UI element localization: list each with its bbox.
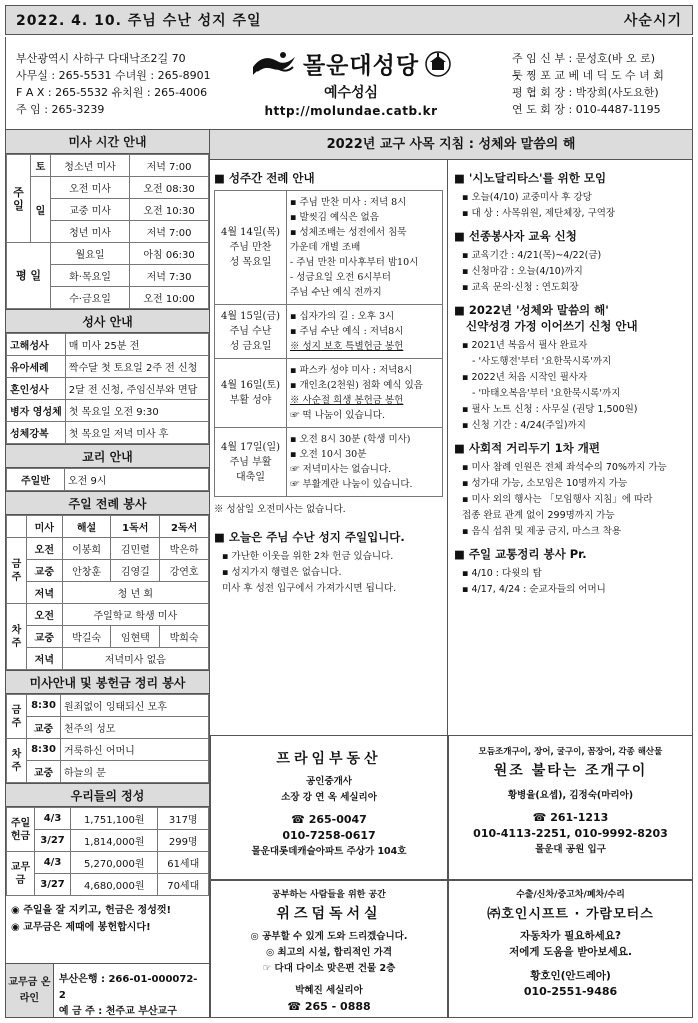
ad-hoin-motors: 수출/신차/중고차/폐차/수리 ㈜호인시프트 · 가람모터스 자동차가 필요하세요? 저에게 도움을 받아보세요. 황호인(안드레아) 010-2551-9486 — [448, 880, 693, 1018]
holy-week-details: ▪ 파스카 성야 미사 : 저녁8시 ▪ 개인초(2천원) 점화 예식 있음 ※ 사순절 희생 봉헌금 봉헌 ☞ 떡 나눔이 있습니다. — [290, 365, 423, 421]
announcement-item: ▪ 미사 참례 인원은 전체 좌석수의 70%까지 가능 — [462, 462, 667, 473]
offering-service-heading: 미사안내 및 봉헌금 정리 봉사 — [6, 670, 209, 694]
holy-week-details: ▪ 오전 8시 30분 (학생 미사) ▪ 오전 10시 30분 ☞ 저녁미사는 없습니다. ☞ 부활계란 나눔이 있습니다. — [290, 434, 413, 490]
announcement-item: ▪ 성가대 가능, 소모임은 10명까지 가능 — [462, 478, 628, 489]
announcement-item: ▪ 신청마감 : 오늘(4/10)까지 — [462, 266, 583, 277]
holy-week-day: 4월 14일(목) 주님 만찬 성 목요일 — [215, 191, 287, 304]
liturgy-service-table: 미사 해설 1독서 2독서 금주 오전 이봉희 김민렬 박은하 교중 안창훈 김영길 강연호 저녁 청 년 회 차주 오전 주일학교 학생 미사 교중 박길숙 임현택 박희숙 저녁 저녁미사 없음 — [6, 515, 209, 670]
ad-clam-grill: 모듬조개구이, 장어, 굴구이, 꼼장어, 각종 해산물 원조 불타는 조개구이 황병율(요셉), 김정숙(마리아) ☎ 261-1213 010-4113-2251, 010-9992-8203 몰운대 공원 입구 — [448, 735, 693, 880]
holy-week-column: ■ 성주간 전례 안내 4월 14일(목) 주님 만찬 성 목요일 ▪ 주님 만찬 미사 : 저녁 8시 ▪ 발씻김 예식은 없음 ▪ 성체조배는 성전에서 침묵 가운데 개별 조배 - 주님 만찬 미사후부터 밤10시 - 성금요일 오전 6시부터 주님 수난 예식 전까지 4월 15일(금) 주님 수난 성 금요일 ▪ 십자가의 길 : 오후 3시 ▪ 주님 수난 예식 : 저녁8시 ※ 성지 보호 특별헌금 봉헌 4월 16일(토) 부활 성야 ▪ 파스카 성야 미사 : 저녁8시 ▪ 개인초(2천원) 점화 예식 있음 ※ 사순절 희생 봉헌금 봉헌 ☞ 떡 나눔이 있습니다. 4월 17일(일) 주님 부활 대축일 ▪ 오전 8시 30분 (학생 미사) ▪ 오전 10시 30분 ☞ 저녁미사는 없습니다. ☞ 부활계란 나눔이 있습니다. ※ 성삼일 오전미사는 없습니다. ■ 오늘은 주님 수난 성지 주일입니다. ▪ 가난한 이웃을 위한 2차 헌금 있습니다. ▪ 성지가지 행렬은 없습니다. 미사 후 성전 입구에서 가져가시면 됩니다. — [210, 160, 448, 735]
address-block: 부산광역시 사하구 다대낙조2길 70 사무실 : 265-5531 수녀원 : 265-8901 F A X : 265-5532 유치원 : 265-4006 주 임 : 265-3239 — [16, 52, 211, 116]
parish-logo-icon — [251, 49, 297, 79]
holy-week-note: ※ 성삼일 오전미사는 없습니다. — [214, 504, 346, 515]
announcement-item: ▪ 2022년 처음 시작인 필사자 — [462, 372, 588, 383]
parish-brand — [231, 47, 471, 118]
announcement-heading: ■ '시노달리타스'를 위한 모임 — [454, 171, 607, 185]
liturgy-service-heading: 주일 전례 봉사 — [6, 491, 209, 515]
season-title: 사순시기 — [623, 13, 682, 29]
ad-wisdom-study-room: 공부하는 사람들을 위한 공간 위즈덤독서실 ◎ 공부할 수 있게 도와 드리겠습니다. ◎ 최고의 시설, 합리적인 가격 ☞ 다대 다이소 맞은편 건물 2층 박혜진 세실리아 ☎ 265 - 0888 — [210, 880, 448, 1018]
top-bar — [5, 5, 693, 35]
holy-week-row — [215, 305, 442, 359]
holy-week-row — [215, 191, 442, 305]
holy-week-row — [215, 428, 442, 496]
parish-subtitle: 예수성심 — [323, 85, 379, 101]
notices-block: ◉ 주일을 잘 지키고, 헌금은 정성껏! ◉ 교무금은 제때에 봉헌합시다! — [11, 905, 172, 933]
holy-week-day: 4월 15일(금) 주님 수난 성 금요일 — [215, 305, 287, 358]
catechism-table: 주일반 오전 9시 — [6, 468, 209, 491]
online-donation: 교무금 온라인 부산은행 : 266-01-000072-2 예 금 주 : 천주교 부산교구 — [6, 963, 209, 1017]
announcement-item: ▪ 교육기간 : 4/21(목)~4/22(금) — [462, 250, 602, 261]
holy-week-row — [215, 359, 442, 428]
announcement-item: ▪ 음식 섭취 및 제공 금지, 마스크 착용 — [462, 526, 622, 537]
parish-url[interactable]: http://molundae.catb.kr — [264, 104, 438, 118]
announcement-heading: ■ 사회적 거리두기 1차 개편 — [454, 441, 600, 455]
announcement-item: ▪ 2021년 복음서 필사 완료자 — [462, 340, 588, 351]
announcement-heading: ■ 2022년 '성체와 말씀의 해' 신약성경 가정 이어쓰기 신청 안내 — [454, 303, 638, 333]
announcement-item: 접종 완료 관계 없이 299명까지 가능 — [462, 510, 615, 521]
announcement-item: ▪ 4/10 : 다윗의 탑 — [462, 568, 542, 579]
parish-name: 몰운대성당 — [302, 53, 420, 79]
announcement-heading: ■ 주일 교통정리 봉사 Pr. — [454, 547, 587, 561]
holy-week-day: 4월 16일(토) 부활 성야 — [215, 359, 287, 427]
mass-times-heading: 미사 시간 안내 — [6, 130, 209, 154]
devotion-table: 주일헌금 4/3 1,751,100원 317명 3/27 1,814,000원 299명 교무금 4/3 5,270,000원 61세대 3/27 4,680,000원 70세대 — [6, 807, 209, 896]
ad-prime-realty: 프라임부동산 공인중개사 소장 강 연 옥 세실리아 ☎ 265-0047 010-7258-0617 몰운대롯데캐슬아파트 주상가 104호 — [210, 735, 448, 880]
announcement-item: ▪ 오늘(4/10) 교중미사 후 강당 — [462, 192, 592, 203]
announcement-item: ▪ 미사 외의 행사는 「모임행사 지침」에 따라 — [462, 494, 653, 505]
devotion-heading: 우리들의 정성 — [6, 783, 209, 807]
sacraments-table: 고해성사 매 미사 25분 전 유아세례 짝수달 첫 토요일 2주 전 신청 혼인성사 2달 전 신청, 주임신부와 면담 병자 영성체 첫 목요일 오전 9:30 성체강복 첫 목요일 저녁 미사 후 — [6, 333, 209, 444]
announcements-column — [448, 160, 693, 735]
holy-week-details: ▪ 주님 만찬 미사 : 저녁 8시 ▪ 발씻김 예식은 없음 ▪ 성체조배는 성전에서 침묵 가운데 개별 조배 - 주님 만찬 미사후부터 밤10시 - 성금요일 오전 6시부터 주님 수난 예식 전까지 — [290, 197, 419, 298]
sacraments-heading: 성사 안내 — [6, 309, 209, 333]
holy-week-details: ▪ 십자가의 길 : 오후 3시 ▪ 주님 수난 예식 : 저녁8시 ※ 성지 보호 특별헌금 봉헌 — [290, 311, 404, 352]
parish-header — [5, 37, 693, 130]
church-badge-icon — [425, 51, 451, 77]
announcement-item: ▪ 대 상 : 사목위원, 제단체장, 구역장 — [462, 208, 616, 219]
catechism-heading: 교리 안내 — [6, 444, 209, 468]
palm-sunday-heading: ■ 오늘은 주님 수난 성지 주일입니다. — [214, 530, 405, 544]
announcement-item: - '마태오복음'부터 '요한묵시록'까지 — [472, 388, 621, 399]
announcement-item: ▪ 필사 노트 신청 : 사무실 (권당 1,500원) — [462, 404, 638, 415]
announcement-item: - '사도행전'부터 '요한묵시록'까지 — [472, 356, 612, 367]
staff-block: 주 임 신 부 : 문성호(바 오 로) 툿 찡 포 교 베 네 딕 도 수 녀 회 평 협 회 장 : 박장희(사도요한) 연 도 회 장 : 010-4487-1195 — [512, 52, 664, 116]
announcement-item: ▪ 신청 기간 : 4/24(주일)까지 — [462, 420, 586, 431]
offering-service-table: 금주 8:30 원죄없이 잉태되신 모후 교중 천주의 성모 차주 8:30 거룩하신 어머니 교중 하늘의 문 — [6, 694, 209, 783]
announcement-item: ▪ 4/17, 4/24 : 순교자들의 어머니 — [462, 584, 606, 595]
mass-times-table: 주 일 토 청소년 미사 저녁 7:00 일 오전 미사 오전 08:30 교중 미사 오전 10:30 청년 미사 저녁 7:00 평 일 월요일 아침 06:30 화·목요일 저녁 7:30 수·금요일 오전 10:00 — [6, 154, 209, 309]
holy-week-day: 4월 17일(일) 주님 부활 대축일 — [215, 428, 287, 496]
left-column — [5, 130, 210, 1018]
announcement-heading: ■ 선종봉사자 교육 신청 — [454, 229, 577, 243]
main-pastoral-title: 2022년 교구 사목 지침 : 성체와 말씀의 해 — [210, 130, 693, 160]
holy-week-heading: ■ 성주간 전례 안내 — [214, 171, 315, 185]
announcement-item: ▪ 교육 문의·신청 : 연도회장 — [462, 282, 579, 293]
bulletin-date-title: 2022. 4. 10. 주님 수난 성지 주일 — [16, 13, 262, 29]
holy-week-table — [214, 190, 443, 497]
